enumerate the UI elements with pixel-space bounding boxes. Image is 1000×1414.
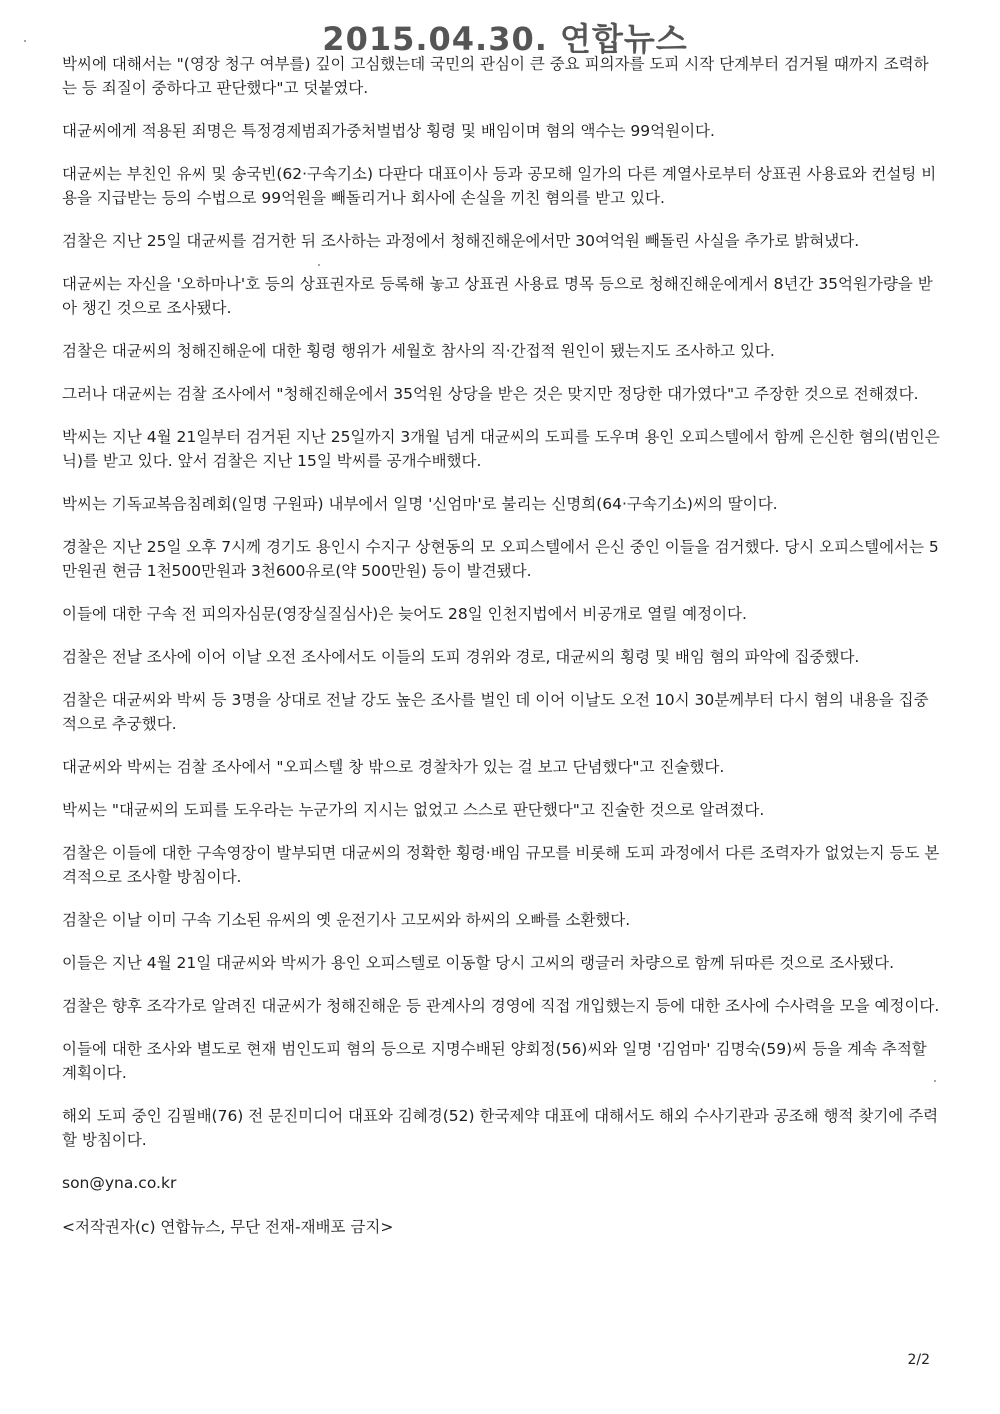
- scan-speck: [318, 264, 320, 266]
- paragraph: 대균씨와 박씨는 검찰 조사에서 "오피스텔 창 밖으로 경찰차가 있는 걸 보고 단념했다"고 진술했다.: [62, 758, 725, 776]
- article-body: [62, 52, 942, 1239]
- paragraph: 대균씨는 자신을 '오하마나'호 등의 상표권자로 등록해 놓고 상표권 사용료 명목 등으로 청해진해운에게서 8년간 35억원가량을 받아 챙긴 것으로 조사됐다.: [62, 275, 933, 317]
- date-source-stamp: 2015.04.30. 연합뉴스: [322, 20, 688, 58]
- paragraph: 검찰은 지난 25일 대균씨를 검거한 뒤 조사하는 과정에서 청해진해운에서만 30여억원 빼돌린 사실을 추가로 밝혀냈다.: [62, 232, 860, 250]
- scan-speck: [934, 1080, 936, 1082]
- paragraph: 경찰은 지난 25일 오후 7시께 경기도 용인시 수지구 상현동의 모 오피스텔에서 은신 중인 이들을 검거했다. 당시 오피스텔에서는 5만원권 현금 1천500만원과 3천600유로(약 500만원) 등이 발견됐다.: [62, 538, 939, 580]
- paragraph: 검찰은 전날 조사에 이어 이날 오전 조사에서도 이들의 도피 경위와 경로, 대균씨의 횡령 및 배임 혐의 파악에 집중했다.: [62, 648, 860, 666]
- paragraph: 대균씨에게 적용된 죄명은 특정경제범죄가중처벌법상 횡령 및 배임이며 혐의 액수는 99억원이다.: [62, 122, 715, 140]
- paragraph: 검찰은 향후 조각가로 알려진 대균씨가 청해진해운 등 관계사의 경영에 직접 개입했는지 등에 대한 조사에 수사력을 모을 예정이다.: [62, 997, 940, 1015]
- paragraph: 검찰은 이날 이미 구속 기소된 유씨의 옛 운전기사 고모씨와 하씨의 오빠를 소환했다.: [62, 911, 631, 929]
- paragraph: 이들에 대한 구속 전 피의자심문(영장실질심사)은 늦어도 28일 인천지법에서 비공개로 열릴 예정이다.: [62, 605, 747, 623]
- paragraph: 검찰은 이들에 대한 구속영장이 발부되면 대균씨의 정확한 횡령·배임 규모를 비롯해 도피 과정에서 다른 조력자가 없었는지 등도 본격적으로 조사할 방침이다.: [62, 844, 940, 886]
- paragraph: 이들은 지난 4월 21일 대균씨와 박씨가 용인 오피스텔로 이동할 당시 고씨의 랭글러 차량으로 함께 뒤따른 것으로 조사됐다.: [62, 954, 895, 972]
- scan-speck: [24, 40, 26, 42]
- paragraph: 이들에 대한 조사와 별도로 현재 범인도피 혐의 등으로 지명수배된 양회정(56)씨와 일명 '김엄마' 김명숙(59)씨 등을 계속 추적할 계획이다.: [62, 1040, 927, 1082]
- reporter-email: son@yna.co.kr: [62, 1174, 177, 1192]
- paragraph: 박씨는 지난 4월 21일부터 검거된 지난 25일까지 3개월 넘게 대균씨의 도피를 도우며 용인 오피스텔에서 함께 은신한 혐의(범인은닉)를 받고 있다. 앞서 검찰은 지난 15일 박씨를 공개수배했다.: [62, 428, 940, 470]
- paragraph: 대균씨는 부친인 유씨 및 송국빈(62·구속기소) 다판다 대표이사 등과 공모해 일가의 다른 계열사로부터 상표권 사용료와 컨설팅 비용을 지급받는 등의 수법으로 99억원을 빼돌리거나 회사에 손실을 끼친 혐의를 받고 있다.: [62, 165, 937, 207]
- paragraph: 검찰은 대균씨의 청해진해운에 대한 횡령 행위가 세월호 참사의 직·간접적 원인이 됐는지도 조사하고 있다.: [62, 342, 775, 360]
- paragraph: 박씨는 "대균씨의 도피를 도우라는 누군가의 지시는 없었고 스스로 판단했다"고 진술한 것으로 알려졌다.: [62, 801, 765, 819]
- paragraph: 박씨에 대해서는 "(영장 청구 여부를) 깊이 고심했는데 국민의 관심이 큰 중요 피의자를 도피 시작 단계부터 검거될 때까지 조력하는 등 죄질이 중하다고 판단했다"고 덧붙였다.: [62, 55, 929, 97]
- paragraph: 해외 도피 중인 김필배(76) 전 문진미디어 대표와 김혜경(52) 한국제약 대표에 대해서도 해외 수사기관과 공조해 행적 찾기에 주력할 방침이다.: [62, 1107, 939, 1149]
- paragraph: 그러나 대균씨는 검찰 조사에서 "청해진해운에서 35억원 상당을 받은 것은 맞지만 정당한 대가였다"고 주장한 것으로 전해졌다.: [62, 385, 919, 403]
- page-number: 2/2: [907, 1352, 930, 1368]
- paragraph: 박씨는 기독교복음침례회(일명 구원파) 내부에서 일명 '신엄마'로 불리는 신명희(64·구속기소)씨의 딸이다.: [62, 495, 778, 513]
- paragraph: 검찰은 대균씨와 박씨 등 3명을 상대로 전날 강도 높은 조사를 벌인 데 이어 이날도 오전 10시 30분께부터 다시 혐의 내용을 집중적으로 추궁했다.: [62, 691, 929, 733]
- copyright-notice: <저작권자(c) 연합뉴스, 무단 전재-재배포 금지>: [62, 1218, 394, 1236]
